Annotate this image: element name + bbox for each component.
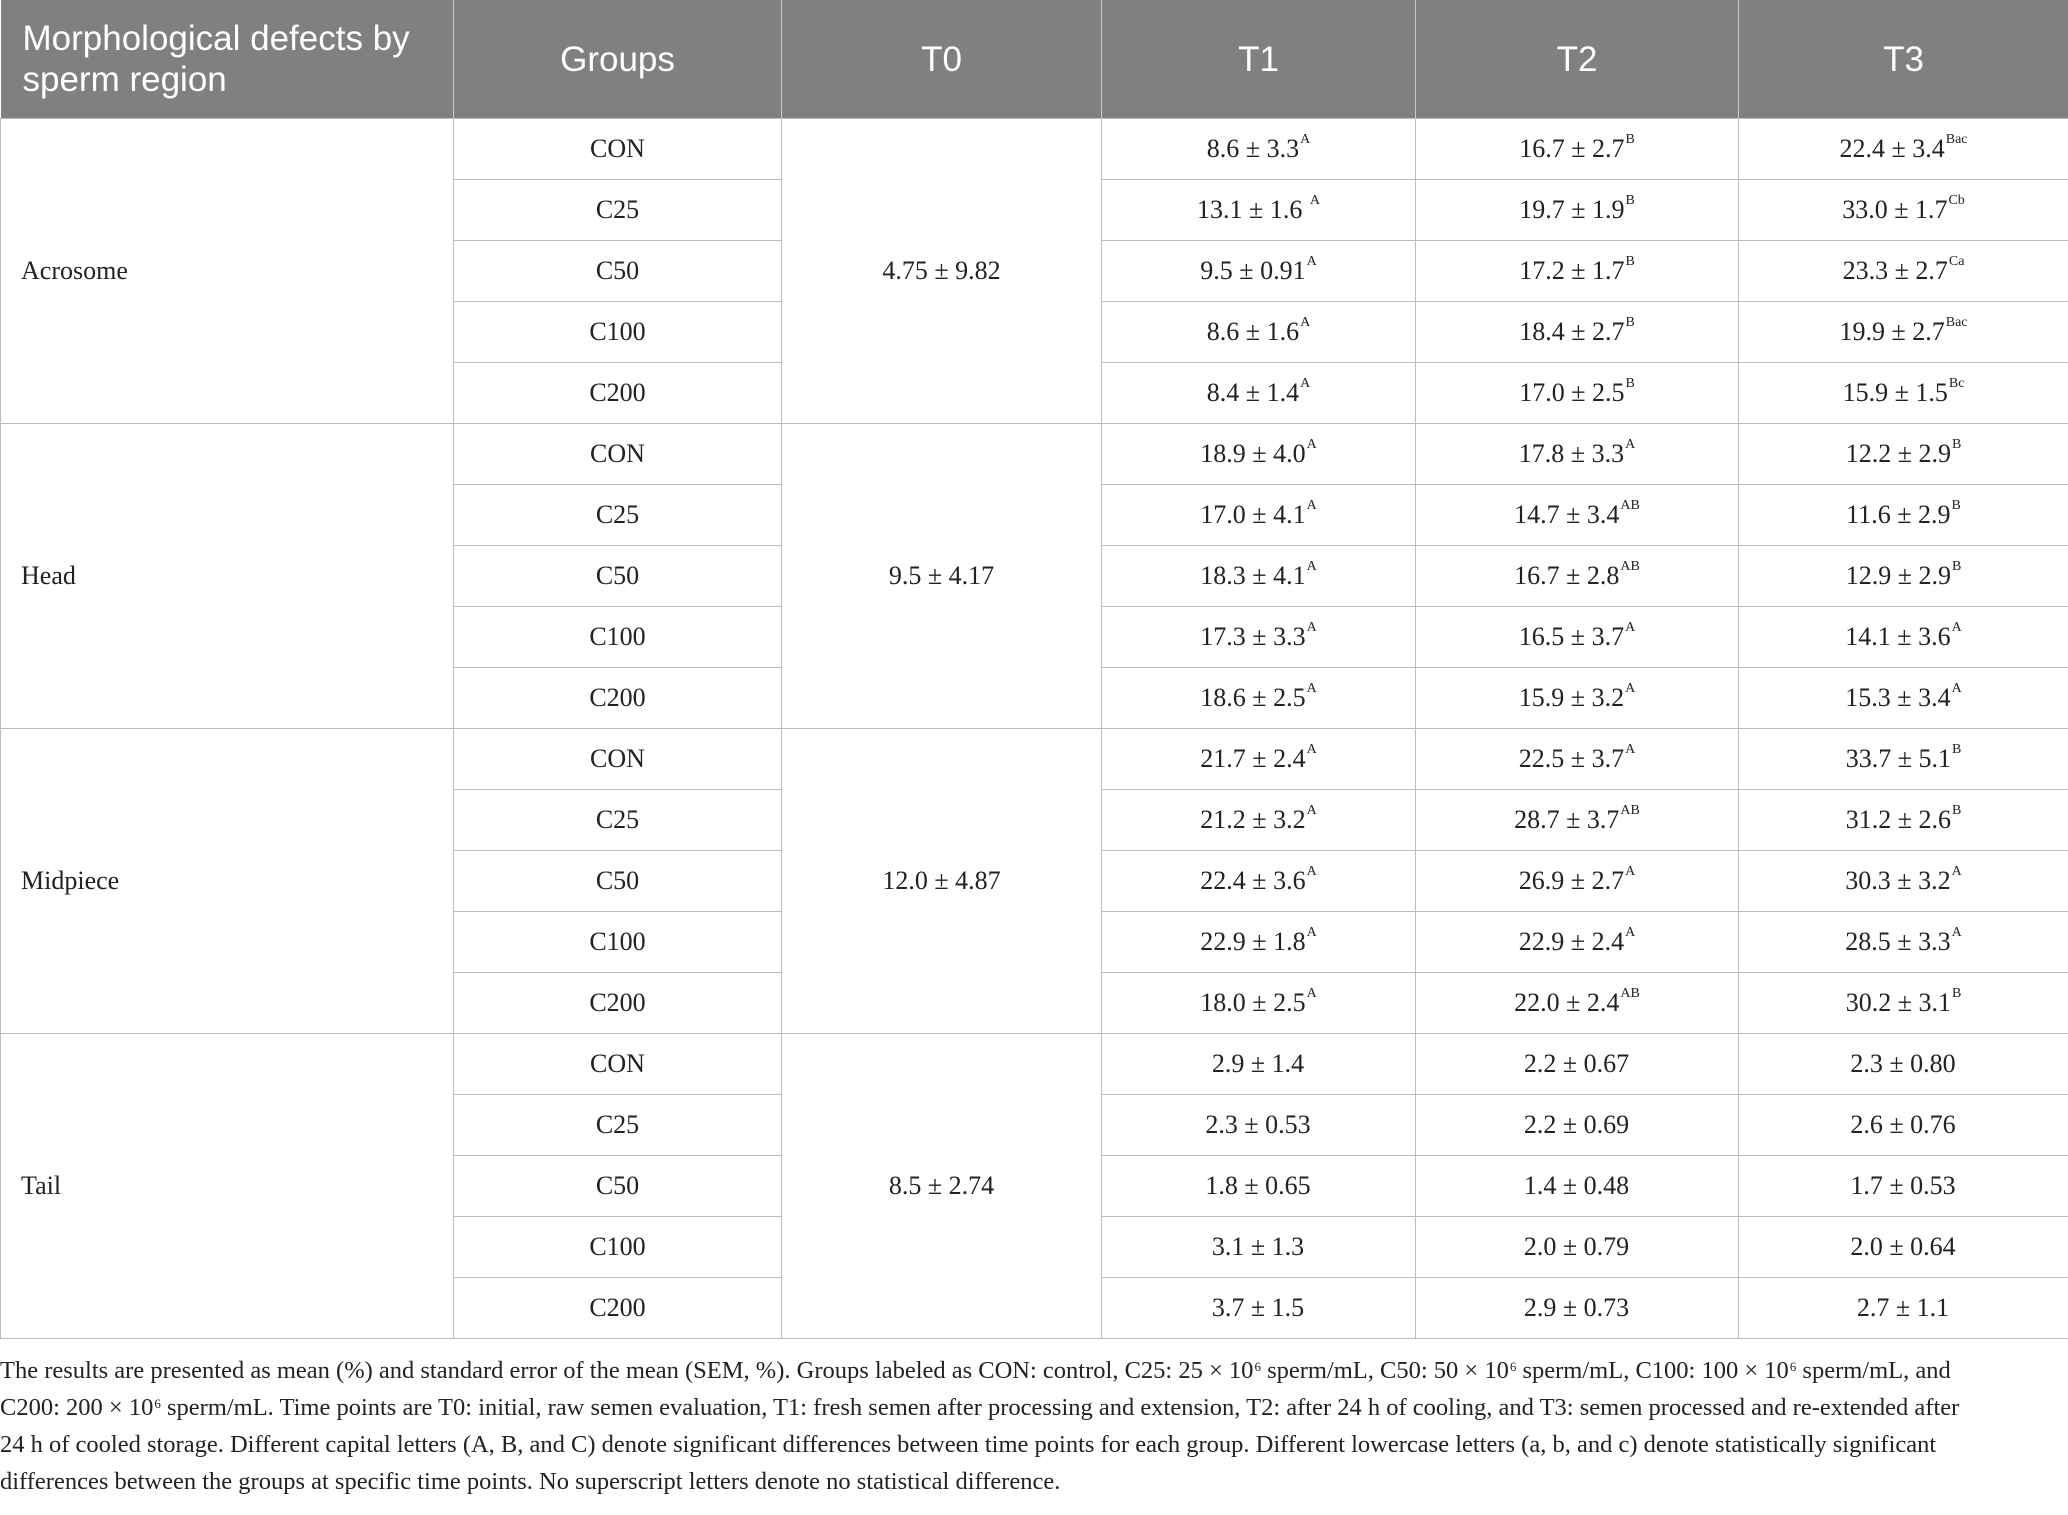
t1-value: 8.6 ± 1.6 (1206, 317, 1300, 346)
group-cell: CON (454, 424, 782, 485)
t3-significance-letter: B (1951, 437, 1962, 452)
t2-value: 16.7 ± 2.7 (1519, 134, 1625, 163)
t2-value: 17.0 ± 2.5 (1519, 378, 1625, 407)
t2-cell (1416, 485, 1739, 546)
group-cell: CON (454, 729, 782, 790)
group-cell: C200 (454, 668, 782, 729)
footnote-text-2: sperm/mL, C50: 50 × 10 (1260, 1357, 1509, 1384)
group-cell: C50 (454, 546, 782, 607)
t2-value: 18.4 ± 2.7 (1519, 317, 1625, 346)
t3-value: 12.2 ± 2.9 (1845, 439, 1951, 468)
t2-significance-letter: A (1625, 864, 1636, 879)
t3-cell (1739, 607, 2068, 668)
t1-significance-letter: A (1300, 376, 1311, 391)
region-cell: Acrosome (1, 119, 454, 424)
footnote-exponent: 6 (154, 1396, 161, 1411)
t1-significance-letter: A (1306, 864, 1317, 879)
t3-cell (1739, 546, 2068, 607)
t2-cell (1416, 851, 1739, 912)
group-cell: C100 (454, 302, 782, 363)
t1-significance-letter: A (1306, 559, 1317, 574)
group-cell: C25 (454, 1095, 782, 1156)
t2-significance-letter: AB (1620, 559, 1640, 574)
t1-value: 2.3 ± 0.53 (1205, 1110, 1311, 1139)
t1-cell (1102, 241, 1416, 302)
header-region: Morphological defects by sperm region (1, 0, 454, 119)
t3-value: 31.2 ± 2.6 (1845, 805, 1951, 834)
t1-value: 1.8 ± 0.65 (1205, 1171, 1311, 1200)
t3-cell (1739, 424, 2068, 485)
t1-value: 9.5 ± 0.91 (1200, 256, 1306, 285)
t2-value: 16.7 ± 2.8 (1514, 561, 1620, 590)
t1-significance-letter: A (1300, 315, 1311, 330)
t0-cell: 9.5 ± 4.17 (782, 424, 1102, 729)
t3-value: 23.3 ± 2.7 (1842, 256, 1948, 285)
t3-cell (1739, 119, 2068, 180)
t2-value: 14.7 ± 3.4 (1514, 500, 1620, 529)
t0-cell: 12.0 ± 4.87 (782, 729, 1102, 1034)
t2-significance-letter: A (1625, 620, 1636, 635)
t1-value: 18.3 ± 4.1 (1200, 561, 1306, 590)
t1-cell (1102, 973, 1416, 1034)
t2-cell (1416, 241, 1739, 302)
t2-cell (1416, 180, 1739, 241)
t2-cell (1416, 1278, 1739, 1339)
t3-significance-letter: B (1951, 986, 1962, 1001)
group-cell: C100 (454, 607, 782, 668)
t3-value: 11.6 ± 2.9 (1846, 500, 1951, 529)
t3-significance-letter: Bac (1945, 315, 1968, 330)
t2-cell (1416, 1217, 1739, 1278)
t1-value: 17.3 ± 3.3 (1200, 622, 1306, 651)
t1-cell (1102, 607, 1416, 668)
group-cell: C100 (454, 1217, 782, 1278)
t1-cell (1102, 729, 1416, 790)
t1-value: 21.2 ± 3.2 (1200, 805, 1306, 834)
t2-significance-letter: AB (1620, 803, 1640, 818)
t1-value: 17.0 ± 4.1 (1200, 500, 1306, 529)
t1-cell (1102, 790, 1416, 851)
t3-significance-letter: Bac (1945, 132, 1968, 147)
table-row (1, 424, 2068, 485)
t3-value: 22.4 ± 3.4 (1839, 134, 1945, 163)
t2-cell (1416, 302, 1739, 363)
table-row (1, 729, 2068, 790)
t3-cell (1739, 485, 2068, 546)
t2-value: 15.9 ± 3.2 (1518, 683, 1625, 712)
t2-cell (1416, 790, 1739, 851)
table-footnote (0, 1352, 1975, 1500)
t3-cell (1739, 1034, 2068, 1095)
t3-value: 2.6 ± 0.76 (1850, 1110, 1956, 1139)
header-t3: T3 (1739, 0, 2068, 119)
t1-cell (1102, 1217, 1416, 1278)
footnote-text-3: sperm/mL, C100: 100 × 10 (1516, 1357, 1789, 1384)
group-cell: C50 (454, 1156, 782, 1217)
t2-cell (1416, 1156, 1739, 1217)
t1-value: 22.4 ± 3.6 (1200, 866, 1306, 895)
region-cell: Tail (1, 1034, 454, 1339)
t2-cell (1416, 912, 1739, 973)
t3-significance-letter: A (1951, 864, 1962, 879)
t1-significance-letter: A (1306, 803, 1317, 818)
t3-significance-letter: B (1951, 559, 1962, 574)
header-row (1, 0, 2068, 119)
t1-significance-letter: A (1306, 986, 1317, 1001)
t2-cell (1416, 119, 1739, 180)
t2-value: 28.7 ± 3.7 (1514, 805, 1620, 834)
t1-significance-letter: A (1306, 498, 1317, 513)
t1-cell (1102, 424, 1416, 485)
t1-cell (1102, 668, 1416, 729)
t2-value: 22.0 ± 2.4 (1514, 988, 1620, 1017)
t3-cell (1739, 790, 2068, 851)
group-cell: C200 (454, 363, 782, 424)
t2-value: 16.5 ± 3.7 (1518, 622, 1625, 651)
group-cell: C25 (454, 485, 782, 546)
t1-cell (1102, 119, 1416, 180)
t3-value: 30.3 ± 3.2 (1845, 866, 1951, 895)
t3-cell (1739, 912, 2068, 973)
header-t1: T1 (1102, 0, 1416, 119)
t1-value: 3.7 ± 1.5 (1211, 1293, 1305, 1322)
t3-cell (1739, 851, 2068, 912)
table-row (1, 1034, 2068, 1095)
t3-significance-letter: Bc (1948, 376, 1965, 391)
t3-significance-letter: A (1951, 620, 1962, 635)
t2-value: 22.9 ± 2.4 (1518, 927, 1625, 956)
t3-significance-letter: B (1951, 498, 1961, 513)
t3-value: 33.7 ± 5.1 (1845, 744, 1951, 773)
t3-value: 28.5 ± 3.3 (1845, 927, 1951, 956)
t0-cell: 8.5 ± 2.74 (782, 1034, 1102, 1339)
t2-significance-letter: AB (1620, 498, 1640, 513)
t2-value: 1.4 ± 0.48 (1523, 1171, 1630, 1200)
t2-significance-letter: B (1625, 376, 1635, 391)
t2-significance-letter: B (1625, 254, 1635, 269)
t2-significance-letter: A (1625, 681, 1636, 696)
group-cell: C50 (454, 241, 782, 302)
t2-value: 17.8 ± 3.3 (1518, 439, 1625, 468)
t2-value: 19.7 ± 1.9 (1519, 195, 1625, 224)
group-cell: C200 (454, 973, 782, 1034)
t3-value: 15.9 ± 1.5 (1842, 378, 1948, 407)
t1-value: 18.6 ± 2.5 (1200, 683, 1306, 712)
t2-value: 26.9 ± 2.7 (1518, 866, 1625, 895)
t2-significance-letter: AB (1620, 986, 1640, 1001)
group-cell: C100 (454, 912, 782, 973)
t3-value: 33.0 ± 1.7 (1842, 195, 1948, 224)
table-header (1, 0, 2068, 119)
t2-cell (1416, 668, 1739, 729)
t0-cell: 4.75 ± 9.82 (782, 119, 1102, 424)
t2-value: 2.0 ± 0.79 (1523, 1232, 1630, 1261)
t1-significance-letter: A (1306, 681, 1317, 696)
t2-value: 2.2 ± 0.69 (1523, 1110, 1630, 1139)
t1-value: 21.7 ± 2.4 (1200, 744, 1306, 773)
t1-cell (1102, 912, 1416, 973)
t3-significance-letter: B (1951, 742, 1962, 757)
t3-cell (1739, 1217, 2068, 1278)
t1-cell (1102, 302, 1416, 363)
t1-value: 18.0 ± 2.5 (1200, 988, 1306, 1017)
t2-significance-letter: B (1625, 315, 1635, 330)
t3-significance-letter: B (1951, 803, 1962, 818)
t1-cell (1102, 1095, 1416, 1156)
t2-significance-letter: A (1625, 742, 1636, 757)
header-t0: T0 (782, 0, 1102, 119)
footnote-text-5: sperm/mL. Time points are T0: initial, raw semen evaluation, T1: fresh semen after processing and extension, T2: after 24 h of cooling, and T3: semen processed and re-extended after 24 h of cooled storage. Different capital letters (A, B, and C) denote significant differences between time points for each group. Different lowercase letters (a, b, and c) denote statistically significant differences between the groups at specific time points. No superscript letters denote no statistical difference. (0, 1394, 1960, 1495)
t1-cell (1102, 851, 1416, 912)
t3-value: 19.9 ± 2.7 (1839, 317, 1945, 346)
t1-cell (1102, 546, 1416, 607)
t1-cell (1102, 1156, 1416, 1217)
header-groups: Groups (454, 0, 782, 119)
t2-significance-letter: B (1625, 193, 1635, 208)
t3-significance-letter: Cb (1948, 193, 1965, 208)
t3-value: 1.7 ± 0.53 (1850, 1171, 1956, 1200)
t3-value: 2.0 ± 0.64 (1850, 1232, 1956, 1261)
t3-significance-letter: A (1951, 681, 1962, 696)
t1-significance-letter: A (1309, 193, 1320, 208)
group-cell: CON (454, 119, 782, 180)
t3-cell (1739, 180, 2068, 241)
header-t2: T2 (1416, 0, 1739, 119)
group-cell: CON (454, 1034, 782, 1095)
t2-cell (1416, 973, 1739, 1034)
t3-cell (1739, 1156, 2068, 1217)
footnote-exponent: 6 (1509, 1359, 1517, 1374)
t2-cell (1416, 424, 1739, 485)
t1-value: 8.4 ± 1.4 (1206, 378, 1300, 407)
t1-cell (1102, 1034, 1416, 1095)
footnote-text-1: The results are presented as mean (%) and standard error of the mean (SEM, %). Groups labeled as CON: control, C25: 25 × 10 (0, 1357, 1254, 1384)
t3-value: 14.1 ± 3.6 (1845, 622, 1951, 651)
t1-value: 22.9 ± 1.8 (1200, 927, 1306, 956)
t1-cell (1102, 363, 1416, 424)
t3-value: 12.9 ± 2.9 (1845, 561, 1951, 590)
t1-cell (1102, 485, 1416, 546)
table-row (1, 119, 2068, 180)
t1-significance-letter: A (1306, 742, 1317, 757)
t1-value: 8.6 ± 3.3 (1206, 134, 1300, 163)
region-cell: Head (1, 424, 454, 729)
group-cell: C200 (454, 1278, 782, 1339)
t2-significance-letter: A (1625, 925, 1636, 940)
footnote-exponent: 6 (1254, 1359, 1261, 1374)
t1-value: 18.9 ± 4.0 (1200, 439, 1306, 468)
t2-cell (1416, 729, 1739, 790)
t3-cell (1739, 241, 2068, 302)
t3-cell (1739, 729, 2068, 790)
t3-cell (1739, 1278, 2068, 1339)
t1-value: 3.1 ± 1.3 (1211, 1232, 1305, 1261)
t3-cell (1739, 668, 2068, 729)
t3-significance-letter: Ca (1948, 254, 1965, 269)
t3-value: 2.7 ± 1.1 (1856, 1293, 1950, 1322)
t3-cell (1739, 1095, 2068, 1156)
t1-significance-letter: A (1306, 437, 1317, 452)
group-cell: C50 (454, 851, 782, 912)
t3-significance-letter: A (1951, 925, 1962, 940)
footnote-exponent: 6 (1789, 1359, 1797, 1374)
t2-value: 2.2 ± 0.67 (1523, 1049, 1630, 1078)
t2-significance-letter: A (1625, 437, 1636, 452)
t2-cell (1416, 607, 1739, 668)
table-body (1, 119, 2068, 1339)
t1-significance-letter: A (1300, 132, 1311, 147)
group-cell: C25 (454, 790, 782, 851)
t2-significance-letter: B (1625, 132, 1635, 147)
t3-cell (1739, 302, 2068, 363)
group-cell: C25 (454, 180, 782, 241)
t1-value: 13.1 ± 1.6 (1197, 195, 1309, 224)
t2-value: 22.5 ± 3.7 (1518, 744, 1625, 773)
t2-value: 17.2 ± 1.7 (1519, 256, 1625, 285)
t2-value: 2.9 ± 0.73 (1523, 1293, 1630, 1322)
t2-cell (1416, 1095, 1739, 1156)
t3-value: 15.3 ± 3.4 (1845, 683, 1951, 712)
t1-cell (1102, 180, 1416, 241)
footnote-text-4: sperm/mL, and C200: 200 × 10 (0, 1357, 1951, 1421)
t1-significance-letter: A (1306, 254, 1317, 269)
t2-cell (1416, 363, 1739, 424)
region-cell: Midpiece (1, 729, 454, 1034)
t3-cell (1739, 973, 2068, 1034)
t1-cell (1102, 1278, 1416, 1339)
t2-cell (1416, 1034, 1739, 1095)
t1-value: 2.9 ± 1.4 (1211, 1049, 1305, 1078)
t1-significance-letter: A (1306, 620, 1317, 635)
t1-significance-letter: A (1306, 925, 1317, 940)
t2-cell (1416, 546, 1739, 607)
t3-value: 30.2 ± 3.1 (1845, 988, 1951, 1017)
t3-value: 2.3 ± 0.80 (1850, 1049, 1956, 1078)
t3-cell (1739, 363, 2068, 424)
